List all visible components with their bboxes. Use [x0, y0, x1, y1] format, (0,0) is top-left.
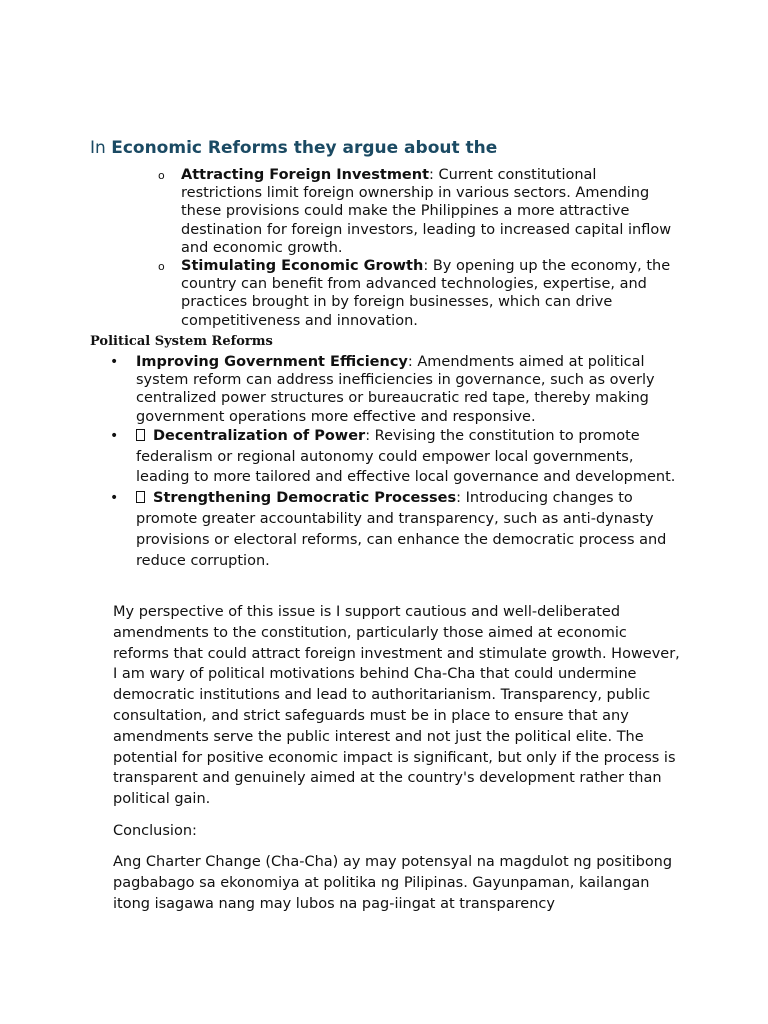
point-text: : Introducing changes to promote greater accountability and transparency, such as anti-dynasty provisions or electoral reforms, can enhance the democratic process and reduce corruption.: [136, 490, 667, 569]
list-item: [158, 166, 678, 257]
heading-lead: In: [90, 138, 106, 158]
list-marker: o: [158, 260, 165, 274]
perspective-paragraph: My perspective of this issue is I support cautious and well-deliberated amendments to the constitution, particularly those aimed at economic reforms that could attract foreign investment and stimulate growth. However, I am wary of political motivations behind Cha-Cha that could undermine democratic institutions and lead to authoritarianism. Transparency, public consultation, and strict safeguards must be in place to ensure that any amendments serve the public interest and not just the political elite. The potential for positive economic impact is significant, but only if the process is transparent and genuinely aimed at the country's development rather than political gain.: [113, 604, 680, 808]
political-points-list: [110, 353, 680, 571]
list-item: [110, 426, 680, 488]
bullet-marker: •: [110, 490, 119, 507]
list-item: [158, 257, 678, 330]
conclusion-label: Conclusion:: [113, 823, 197, 839]
point-title: Improving Government Efficiency: [136, 354, 408, 370]
point-title: Attracting Foreign Investment: [181, 167, 430, 183]
bullet-marker: •: [110, 427, 119, 444]
list-marker: o: [158, 169, 165, 182]
conclusion-paragraph: Ang Charter Change (Cha-Cha) ay may potensyal na magdulot ng positibong pagbabago sa ekonomiya at politika ng Pilipinas. Gayunpaman, kailangan itong isagawa nang may lubos na pag-iingat at transparency: [113, 854, 673, 912]
point-text: : Revising the constitution to promote federalism or regional autonomy could empower local governments, leading to more tailored and effective local governance and development.: [136, 427, 676, 486]
point-title: Stimulating Economic Growth: [181, 258, 424, 275]
section-heading: [90, 137, 497, 159]
political-section-title: Political System Reforms: [90, 334, 273, 349]
point-title: Strengthening Democratic Processes: [153, 490, 457, 507]
list-item: [110, 353, 680, 426]
economic-points-list: [158, 166, 678, 330]
missing-glyph-icon: [136, 491, 145, 503]
point-title: Decentralization of Power: [153, 427, 366, 444]
bullet-marker: •: [110, 354, 119, 370]
list-item: [110, 488, 680, 571]
missing-glyph-icon: [136, 429, 145, 441]
point-text: : Amendments aimed at political system reform can address inefficiencies in governance, such as overly centralized power structures or bureaucratic red tape, thereby making government operations more effective and responsive.: [136, 354, 655, 425]
point-text: : By opening up the economy, the country can benefit from advanced technologies, expertise, and practices brought in by foreign businesses, which can drive competitiveness and innovation.: [181, 258, 671, 329]
heading-bold: Economic Reforms they argue about the: [111, 138, 498, 158]
point-text: : Current constitutional restrictions limit foreign ownership in various sectors. Amending these provisions could make the Philippines a more attractive destination for foreign investors, leading to increased capital inflow and economic growth.: [181, 167, 672, 256]
